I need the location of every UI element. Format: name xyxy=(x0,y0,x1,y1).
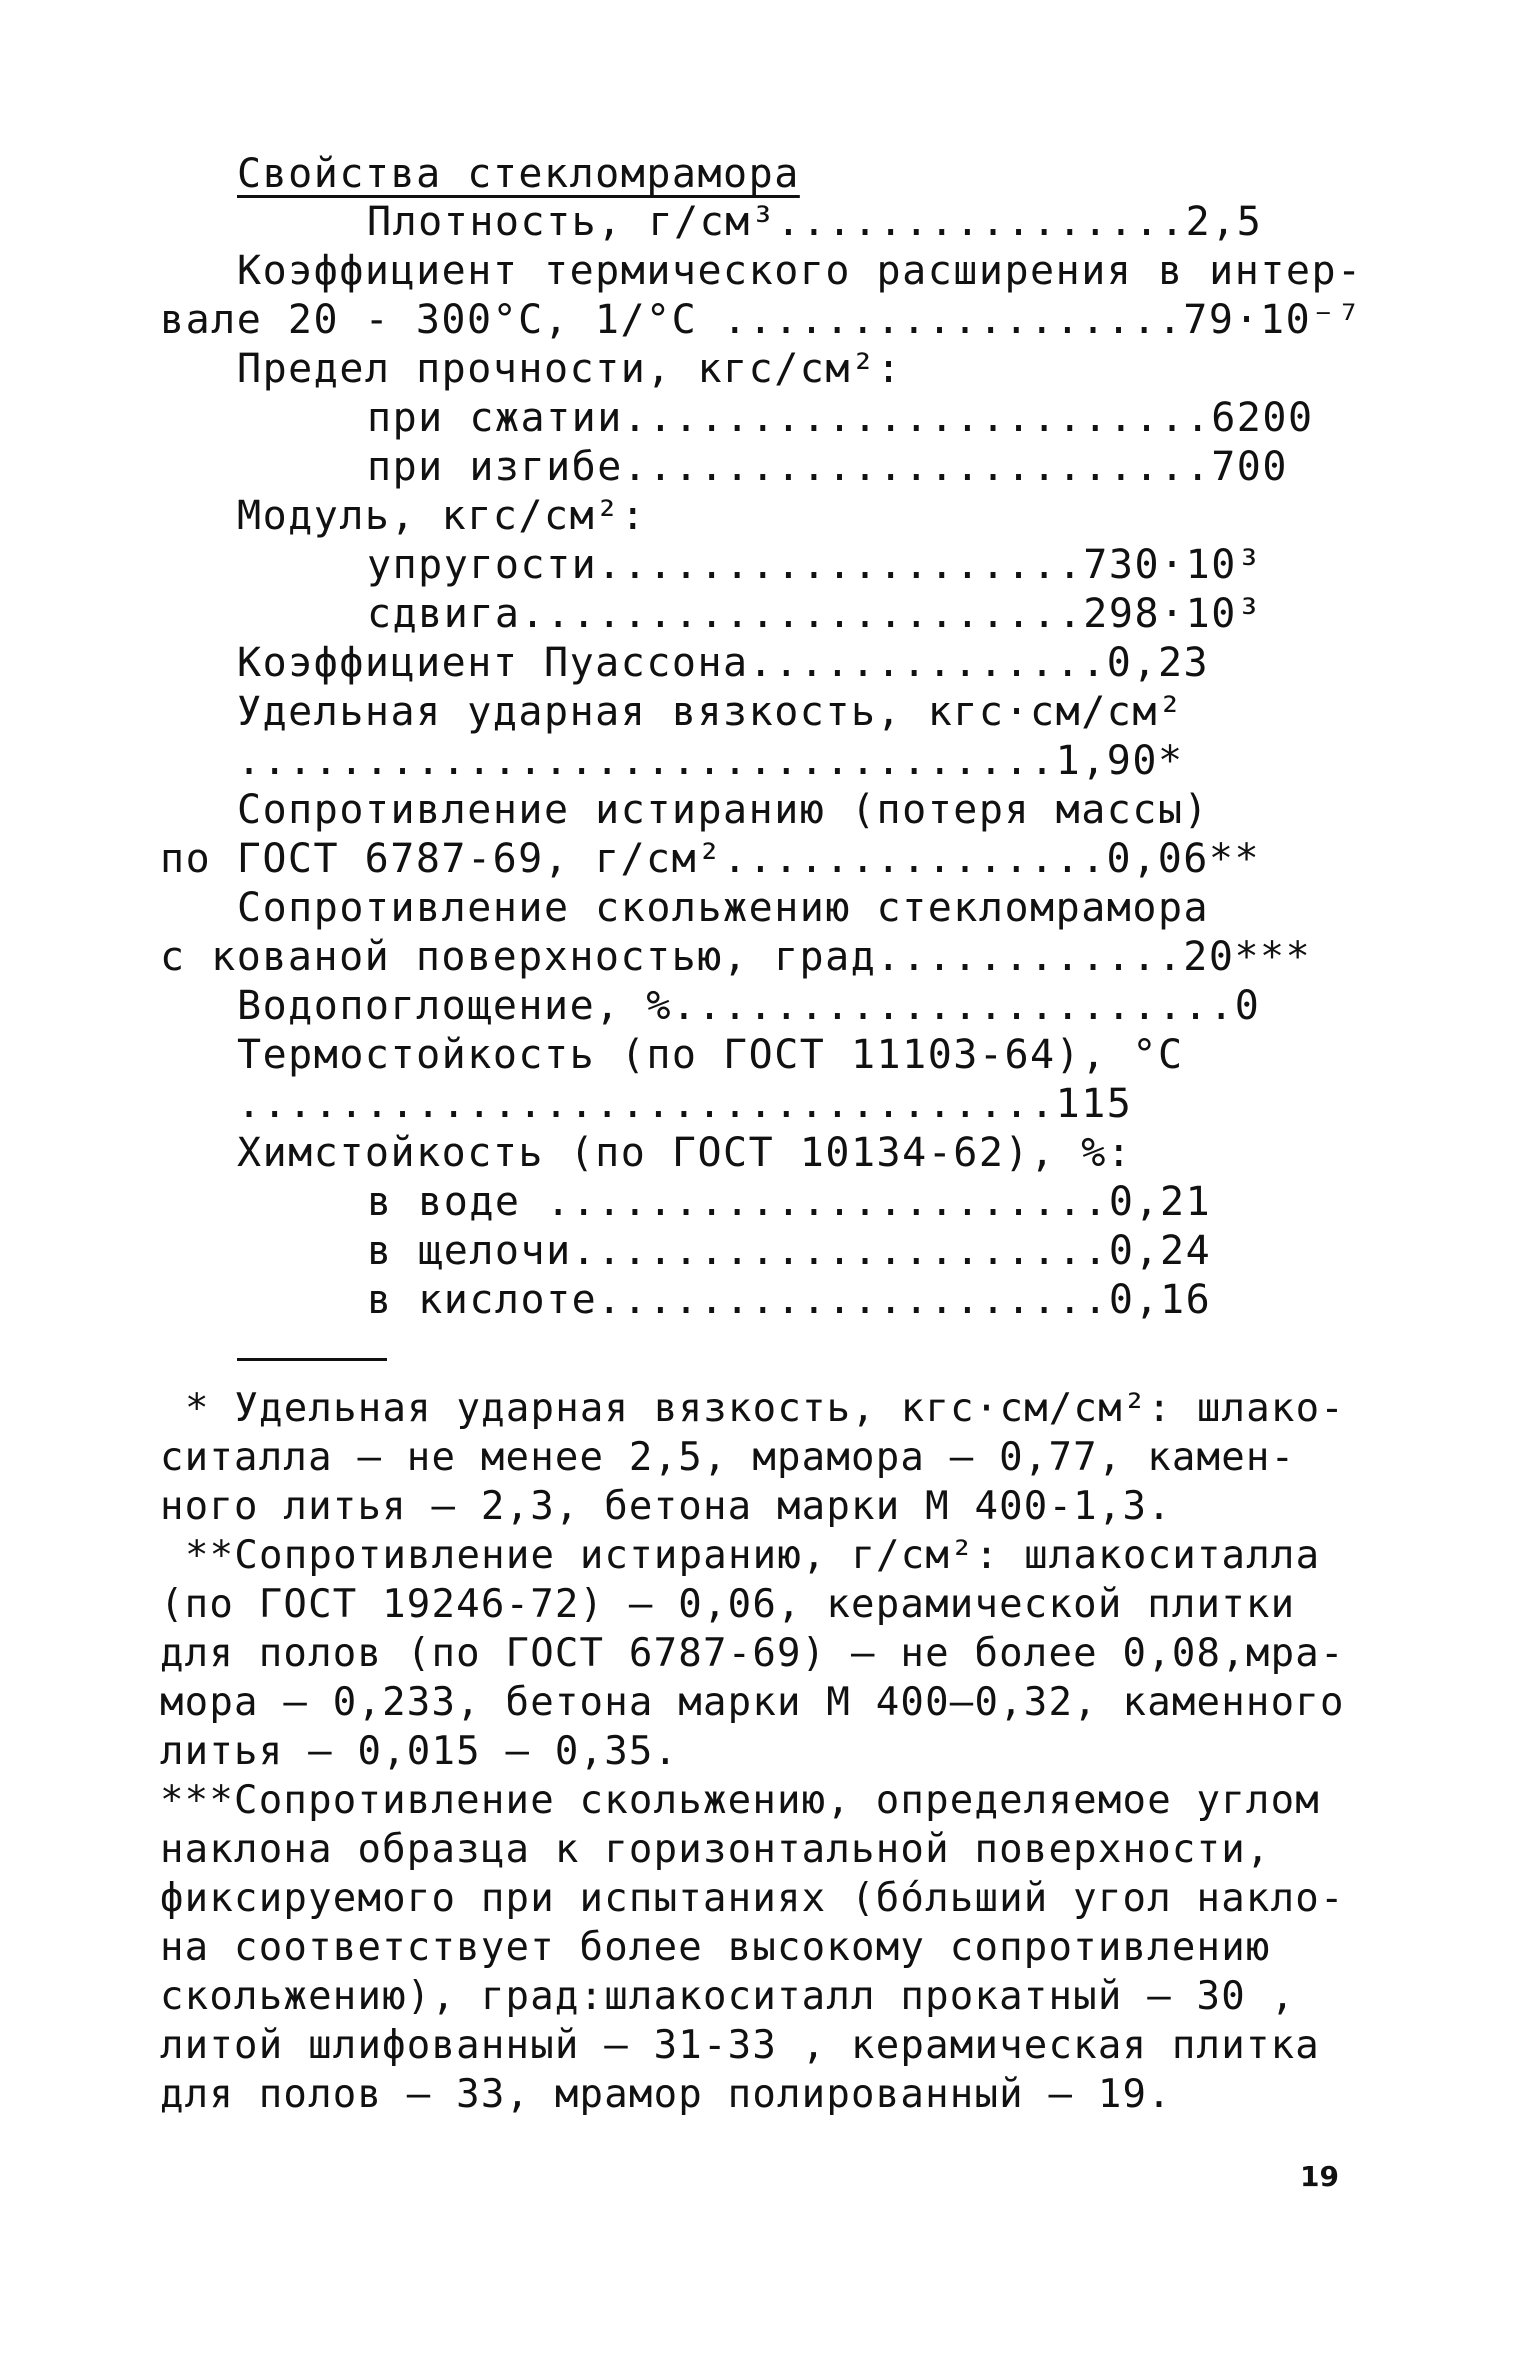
footnote-line: ***Сопротивление скольжению, определяемое углом xyxy=(160,1778,1320,1823)
property-line: Удельная ударная вязкость, кгс·см/см² xyxy=(237,689,1184,735)
footnote-line: наклона образца к горизонтальной поверхности, xyxy=(160,1827,1271,1872)
page-number: 19 xyxy=(1300,2160,1339,2193)
footnote-line: * Удельная ударная вязкость, кгс·см/см²: шлако- xyxy=(185,1386,1345,1431)
section-title: Свойства стекломрамора xyxy=(237,151,800,197)
property-line: по ГОСТ 6787-69, г/см²...............0,06** xyxy=(160,836,1261,882)
footnote-line: на соответствует более высокому сопротивлению xyxy=(160,1925,1271,1970)
property-line: сдвига......................298·10³ xyxy=(367,591,1263,637)
footnote-divider xyxy=(237,1358,387,1361)
footnote-line: скольжению), град:шлакоситалл прокатный — 30 , xyxy=(160,1974,1296,2019)
property-line: при изгибе.......................700 xyxy=(367,444,1288,490)
footnote-line: литой шлифованный — 31-33 , керамическая плитка xyxy=(160,2023,1320,2068)
property-line: ................................1,90* xyxy=(237,738,1184,784)
property-line: упругости...................730·10³ xyxy=(367,542,1263,588)
property-line: ................................115 xyxy=(237,1081,1133,1127)
footnote-line: мора — 0,233, бетона марки М 400—0,32, каменного xyxy=(160,1680,1345,1725)
footnote-line: **Сопротивление истиранию, г/см²: шлакоситалла xyxy=(185,1533,1321,1578)
property-line: Водопоглощение, %......................0 xyxy=(237,983,1261,1029)
property-line: при сжатии.......................6200 xyxy=(367,395,1314,441)
property-line: Коэффициент Пуассона..............0,23 xyxy=(237,640,1210,686)
property-line: Предел прочности, кгс/см²: xyxy=(237,346,903,392)
footnote-line: для полов (по ГОСТ 6787-69) — не более 0,08,мра- xyxy=(160,1631,1345,1676)
property-line: в воде ......................0,21 xyxy=(367,1179,1212,1225)
footnote-line: ситалла — не менее 2,5, мрамора — 0,77, камен- xyxy=(160,1435,1296,1480)
property-line: Химстойкость (по ГОСТ 10134-62), %: xyxy=(237,1130,1133,1176)
footnote-line: для полов — 33, мрамор полированный — 19. xyxy=(160,2072,1172,2117)
property-line: Плотность, г/см³................2,5 xyxy=(367,199,1263,245)
footnote-line: (по ГОСТ 19246-72) — 0,06, керамической плитки xyxy=(160,1582,1296,1627)
property-line: вале 20 - 300°С, 1/°С ..................79·10⁻⁷ xyxy=(160,297,1363,343)
property-line: Сопротивление скольжению стекломрамора xyxy=(237,885,1210,931)
property-line: в кислоте....................0,16 xyxy=(367,1277,1212,1323)
property-line: Коэффициент термического расширения в интер- xyxy=(237,248,1363,294)
footnote-line: фиксируемого при испытаниях (бо́льший угол накло- xyxy=(160,1876,1345,1921)
footnote-line: ного литья — 2,3, бетона марки М 400-1,3. xyxy=(160,1484,1172,1529)
property-line: в щелочи.....................0,24 xyxy=(367,1228,1212,1274)
property-line: Сопротивление истиранию (потеря массы) xyxy=(237,787,1210,833)
property-line: Модуль, кгс/см²: xyxy=(237,493,647,539)
property-line: Термостойкость (по ГОСТ 11103-64), °С xyxy=(237,1032,1184,1078)
footnote-line: литья — 0,015 — 0,35. xyxy=(160,1729,679,1774)
property-line: с кованой поверхностью, град............20*** xyxy=(160,934,1312,980)
